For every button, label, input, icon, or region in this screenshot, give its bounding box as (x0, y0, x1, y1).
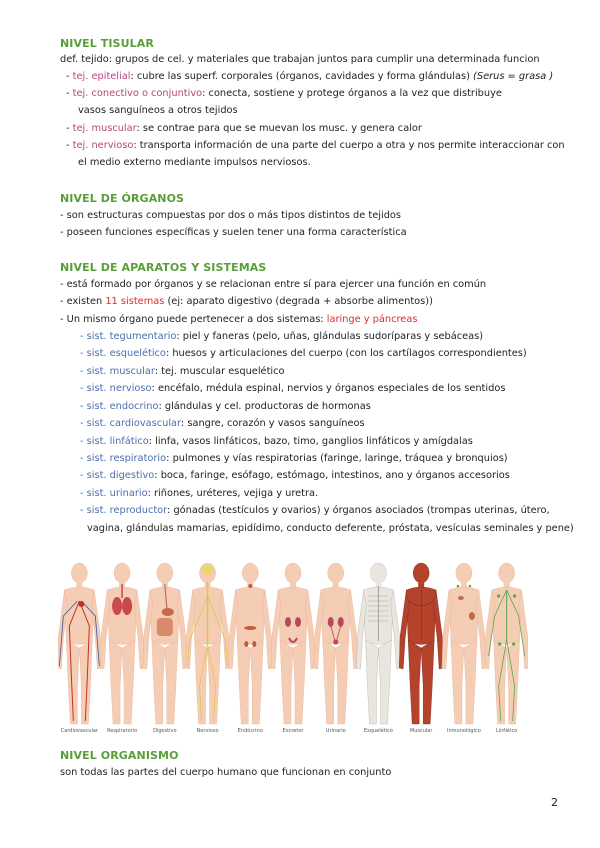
body-figure-9 (399, 563, 443, 724)
body-label-9: Muscular (409, 728, 433, 734)
term-epitelial: tej. epitelial (72, 71, 131, 82)
system-item-respiratorio: - sist. respiratorio: pulmones y vías respiratorias (faringe, laringe, tráquea y bronquios) (80, 453, 508, 464)
term-muscular: tej. muscular (72, 123, 137, 134)
tissue-item-muscular: - tej. muscular: se contrae para que se muevan los musc. y genera calor (66, 123, 422, 134)
term-conectivo: tej. conectivo o conjuntivo (72, 88, 203, 99)
system-item-endocrino: - sist. endocrino: glándulas y cel. productoras de hormonas (80, 401, 371, 412)
body-label-5: Endócrino (237, 728, 263, 734)
body-figure-6 (271, 563, 315, 724)
body-figure-7 (314, 563, 358, 724)
system-item-cardiovascular: - sist. cardiovascular: sangre, corazón y vasos sanguíneos (80, 418, 365, 429)
tissue-item-conectivo: - tej. conectivo o conjuntivo: conecta, sostiene y protege órganos a la vez que distribuye (66, 88, 502, 99)
body-figure-4 (186, 563, 230, 724)
heading-tisular: NIVEL TISULAR (60, 37, 154, 50)
body-label-8: Esquelético (364, 728, 393, 734)
aparatos-line-2: - existen 11 sistemas (ej: aparato digestivo (degrada + absorbe alimentos)) (60, 296, 433, 307)
body-label-1: Cardiovascular (60, 728, 98, 734)
tissue-item-nervioso: - tej. nervioso: transporta información de una parte del cuerpo a otra y nos permite interaccionar con (66, 140, 565, 151)
highlight-11-sistemas: 11 sistemas (105, 296, 165, 307)
body-figure-10 (442, 563, 486, 724)
body-systems-illustration (58, 556, 528, 736)
heading-organos: NIVEL DE ÓRGANOS (60, 192, 185, 205)
body-figure-3 (143, 563, 187, 724)
heading-organismo: NIVEL ORGANISMO (60, 749, 179, 762)
system-item-linfatico: - sist. linfático: linfa, vasos linfáticos, bazo, timo, ganglios linfáticos y amígdalas (80, 436, 473, 447)
tissue-item-nervioso-cont: el medio externo mediante impulsos nerviosos. (78, 157, 311, 168)
tissue-definition: def. tejido: grupos de cel. y materiales que trabajan juntos para cumplir una determinada funcion (60, 54, 540, 65)
body-figure-8 (356, 563, 400, 724)
body-label-2: Respiratorio (107, 728, 138, 734)
body-figure-2 (100, 563, 144, 724)
body-label-4: Nervioso (196, 728, 219, 734)
organos-line-2: - poseen funciones específicas y suelen tener una forma característica (60, 227, 407, 238)
note-serus: (Serus = grasa ) (473, 71, 554, 82)
body-label-11: Linfático (495, 728, 518, 734)
body-label-6: Excretor (282, 728, 304, 734)
system-item-reproductor: - sist. reproductor: gónadas (testículos y ovarios) y órganos asociados (trompas uterinas, útero, (80, 505, 550, 516)
system-item-digestivo: - sist. digestivo: boca, faringe, esófago, estómago, intestinos, ano y órganos accesorios (80, 470, 510, 481)
body-label-7: Urinario (325, 728, 346, 734)
aparatos-line-1: - está formado por órganos y se relacionan entre sí para ejercer una función en común (60, 279, 487, 290)
heading-aparatos: NIVEL DE APARATOS Y SISTEMAS (60, 261, 267, 274)
body-label-10: Inmunológico (447, 728, 481, 734)
organismo-line: son todas las partes del cuerpo humano que funcionan en conjunto (60, 767, 392, 778)
body-figure-5 (228, 563, 272, 724)
system-item-tegumentario: - sist. tegumentario: piel y faneras (pelo, uñas, glándulas sudoríparas y sebáceas) (80, 331, 484, 342)
highlight-laringe-pancreas: laringe y páncreas (326, 314, 418, 325)
tissue-item-conectivo-cont: vasos sanguíneos a otros tejidos (78, 105, 238, 116)
body-figure-1 (58, 563, 101, 724)
page-number: 2 (551, 796, 558, 809)
body-figure-11 (485, 563, 528, 724)
system-item-esqueletico: - sist. esquelético: huesos y articulaciones del cuerpo (con los cartílagos correspondientes) (80, 348, 527, 359)
body-label-3: Digestivo (153, 728, 177, 734)
term-nervioso: tej. nervioso (72, 140, 134, 151)
organos-line-1: - son estructuras compuestas por dos o más tipos distintos de tejidos (60, 210, 402, 221)
system-item-nervioso: - sist. nervioso: encéfalo, médula espinal, nervios y órganos especiales de los sentidos (80, 383, 506, 394)
system-item-muscular: - sist. muscular: tej. muscular esquelético (80, 366, 285, 377)
system-item-reproductor-cont: vagina, glándulas mamarias, epidídimo, conducto deferente, próstata, vesículas seminales y pene) (87, 523, 574, 534)
tissue-item-epitelial: - tej. epitelial: cubre las superf. corporales (órganos, cavidades y forma glándulas) (Serus = grasa ) (66, 71, 554, 82)
aparatos-line-3: - Un mismo órgano puede pertenecer a dos sistemas: laringe y páncreas (60, 314, 418, 325)
body-systems-labels (58, 728, 528, 738)
system-item-urinario: - sist. urinario: riñones, uréteres, vejiga y uretra. (80, 488, 319, 499)
